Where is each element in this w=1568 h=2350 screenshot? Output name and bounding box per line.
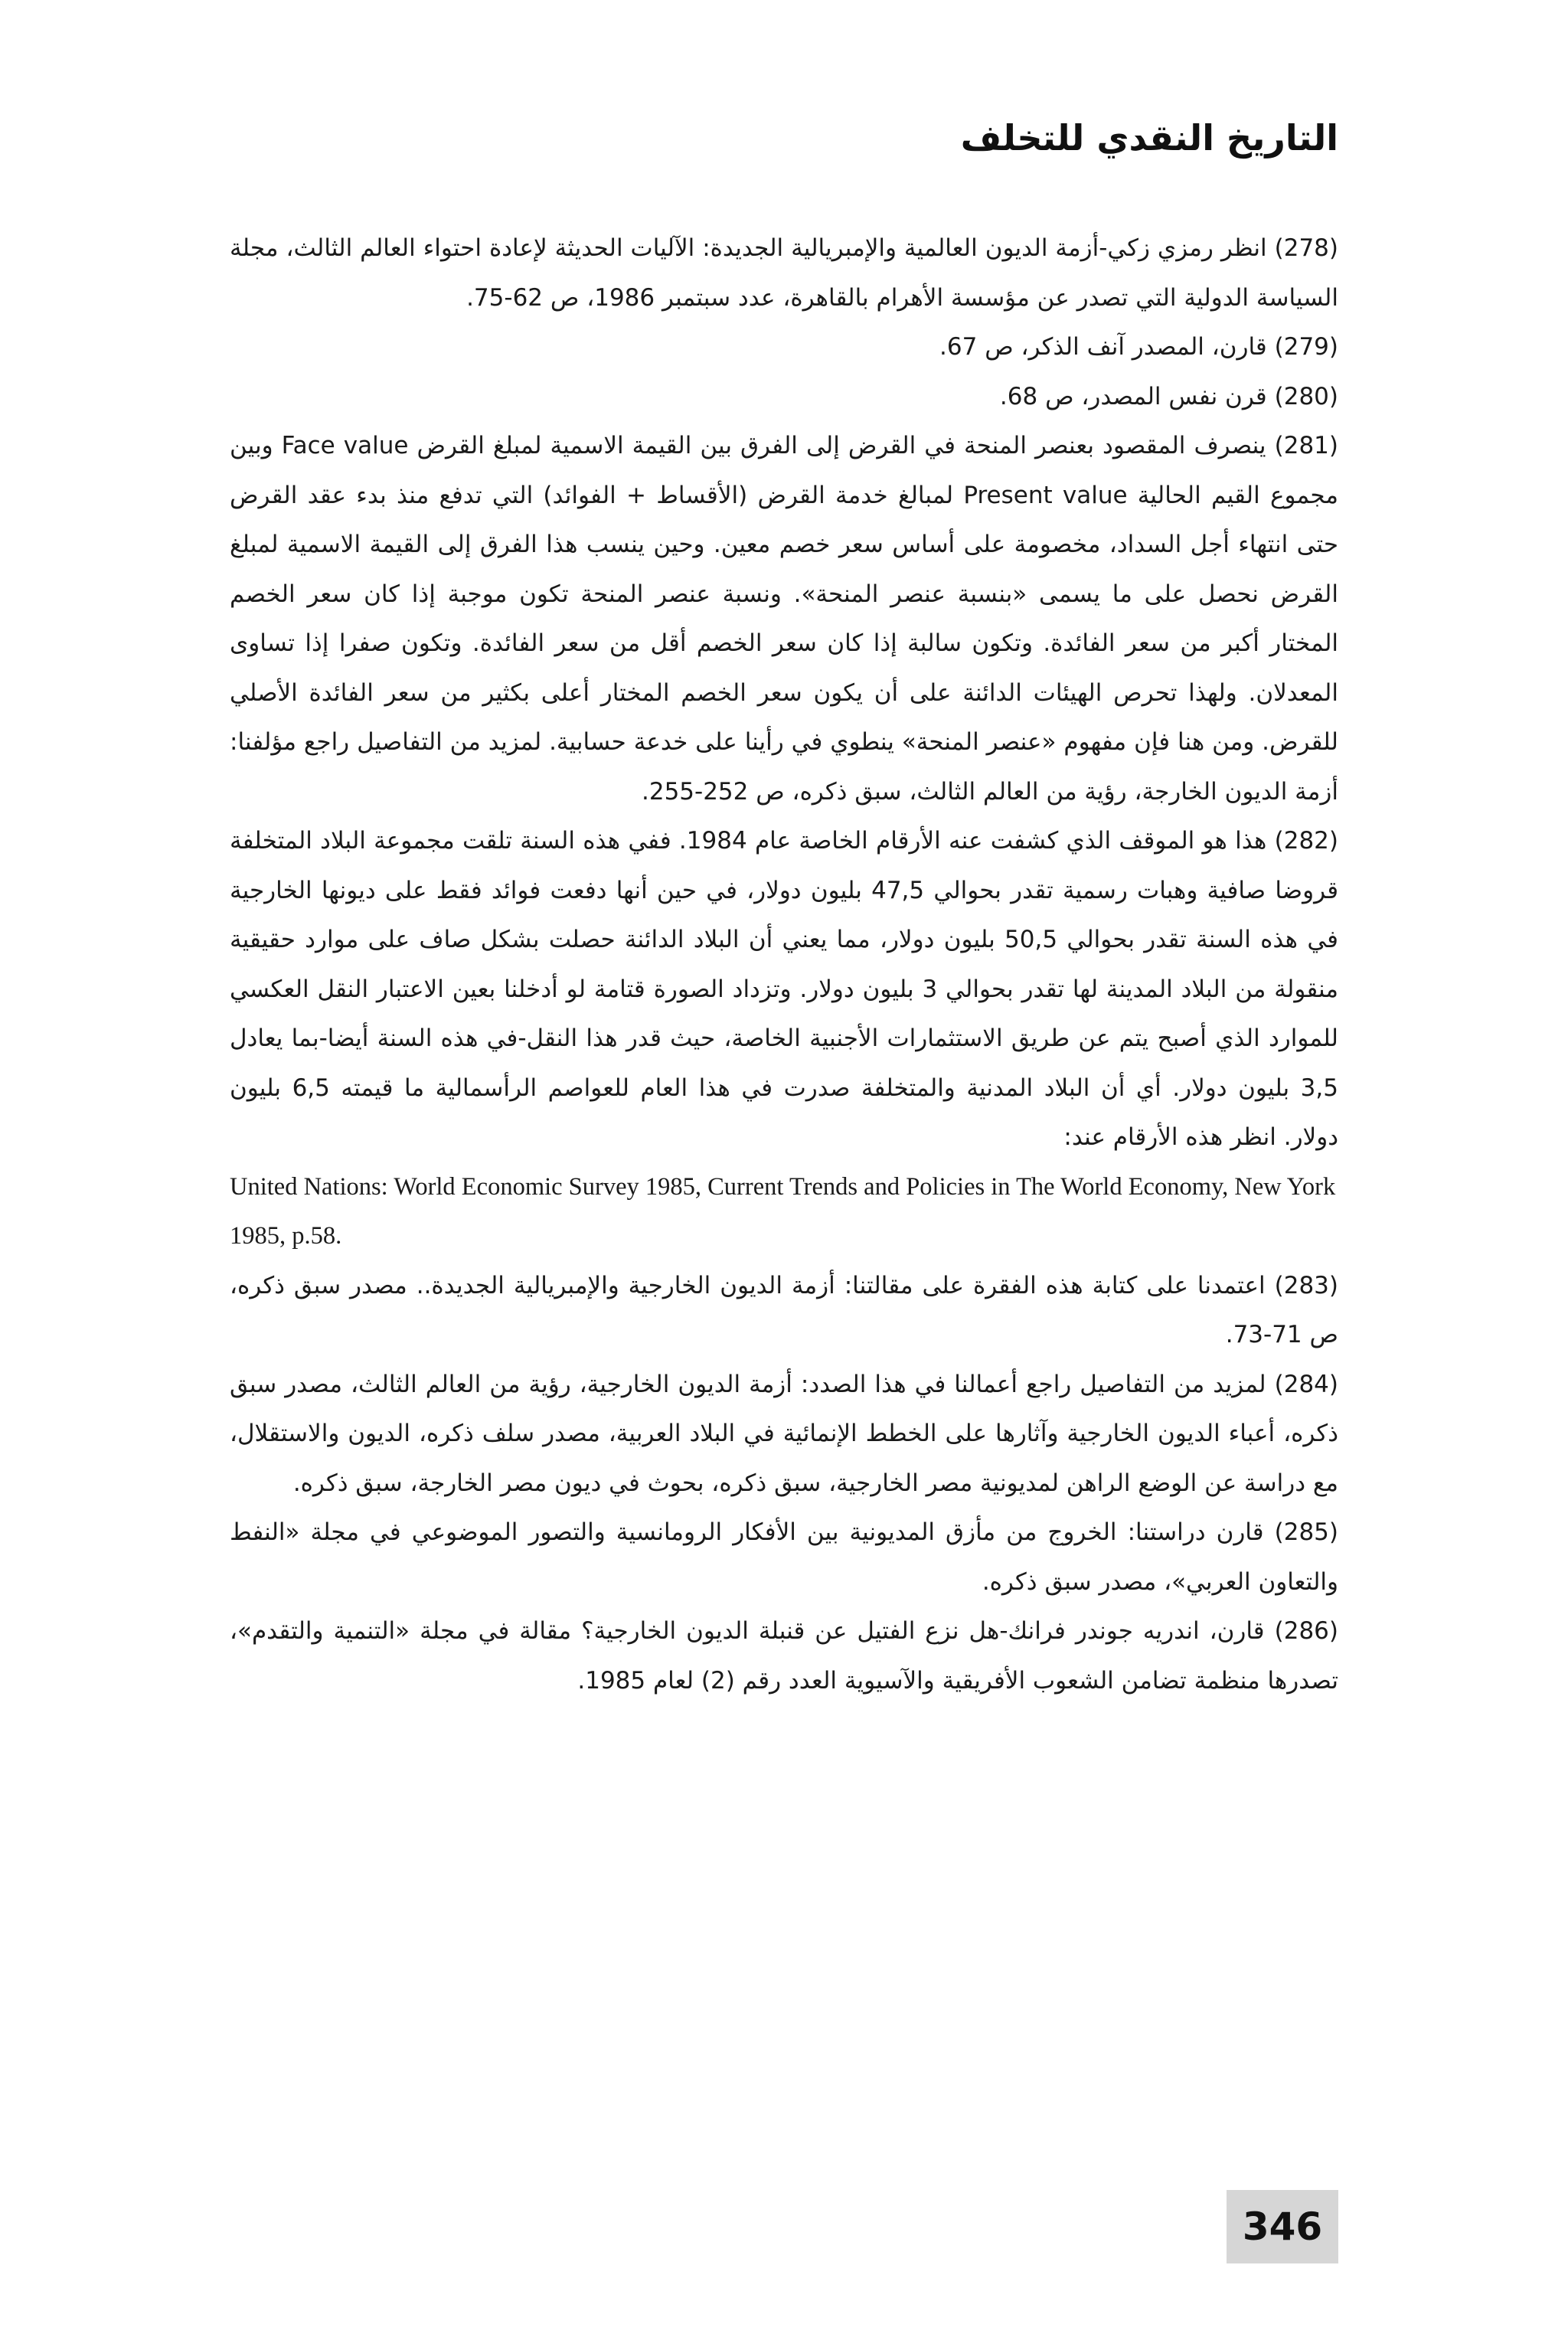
note-number: (283)	[1274, 1271, 1338, 1299]
endnote-280	[230, 372, 1338, 422]
endnote-283	[230, 1261, 1338, 1360]
endnote-286	[230, 1606, 1338, 1705]
running-header: التاريخ النقدي للتخلف	[960, 117, 1338, 159]
note-number: (285)	[1274, 1518, 1339, 1546]
page-number-box	[1227, 2190, 1338, 2263]
note-number: (282)	[1274, 827, 1338, 855]
note-number: (284)	[1274, 1370, 1338, 1398]
note-number: (281)	[1274, 432, 1339, 459]
endnotes-list	[230, 224, 1338, 1705]
endnote-278	[230, 224, 1338, 322]
note-text: قارن، المصدر آنف الذكر، ص 67.	[939, 333, 1267, 361]
note-text: انظر رمزي زكي-أزمة الديون العالمية والإمبريالية الجديدة: الآليات الحديثة لإعادة احتواء العالم الثالث، مجلة السياسة الدولية التي تصدر عن مؤسسة الأهرام بالقاهرة، عدد سبتمبر 1986، ص 62-75.	[230, 234, 1338, 312]
note-text: قارن، اندريه جوندر فرانك-هل نزع الفتيل عن قنبلة الديون الخارجية؟ مقالة في مجلة «التنمية والتقدم»، تصدرها منظمة تضامن الشعوب الأفريقية والآسيوية العدد رقم (2) لعام 1985.	[230, 1617, 1338, 1695]
endnote-284	[230, 1360, 1338, 1508]
endnote-282	[230, 816, 1338, 1162]
endnote-282-reference: United Nations: World Economic Survey 1985, Current Trends and Policies in The World Economy, New York 1985, p.58.	[230, 1172, 1336, 1250]
note-number: (280)	[1274, 382, 1338, 410]
note-text: قرن نفس المصدر، ص 68.	[999, 382, 1267, 410]
note-text: لمزيد من التفاصيل راجع أعمالنا في هذا الصدد: أزمة الديون الخارجية، رؤية من العالم الثالث، مصدر سبق ذكره، أعباء الديون الخارجية وآثارها على الخطط الإنمائية في البلاد العربية، مصدر سلف ذكره، الديون والاستقلال، مع دراسة عن الوضع الراهن لمديونية مصر الخارجية، سبق ذكره، بحوث في ديون مصر الخارجة، سبق ذكره.	[230, 1370, 1338, 1497]
note-number: (279)	[1274, 333, 1338, 361]
endnote-279	[230, 322, 1338, 372]
page-number: 346	[1242, 2205, 1323, 2249]
endnote-285	[230, 1508, 1338, 1606]
note-number: (278)	[1274, 234, 1339, 262]
note-text: هذا هو الموقف الذي كشفت عنه الأرقام الخاصة عام 1984. ففي هذه السنة تلقت مجموعة البلاد المتخلفة قروضا صافية وهبات رسمية تقدر بحوالي 47,5 بليون دولار، في حين أنها دفعت فوائد فقط على ديونها الخارجية في هذه السنة تقدر بحوالي 50,5 بليون دولار، مما يعني أن البلاد الدائنة حصلت بشكل صاف على موارد حقيقية منقولة من البلاد المدينة لها تقدر بحوالي 3 بليون دولار. وتزداد الصورة قتامة لو أدخلنا بعين الاعتبار النقل العكسي للموارد الذي أصبح يتم عن طريق الاستثمارات الأجنبية الخاصة، حيث قدر هذا النقل-في هذه السنة أيضا-بما يعادل 3,5 بليون دولار. أي أن البلاد المدنية والمتخلفة صدرت في هذا العام للعواصم الرأسمالية ما قيمته 6,5 بليون دولار. انظر هذه الأرقام عند:	[230, 827, 1339, 1151]
note-text: ينصرف المقصود بعنصر المنحة في القرض إلى الفرق بين القيمة الاسمية لمبلغ القرض Face value وبين مجموع القيم الحالية Present value لمبالغ خدمة القرض (الأقساط + الفوائد) التي تدفع منذ بدء عقد القرض حتى انتهاء أجل السداد، مخصومة على أساس سعر خصم معين. وحين ينسب هذا الفرق إلى القيمة الاسمية لمبلغ القرض نحصل على ما يسمى «بنسبة عنصر المنحة». ونسبة عنصر المنحة تكون موجبة إذا كان سعر الخصم المختار أكبر من سعر الفائدة. وتكون سالبة إذا كان سعر الخصم أقل من سعر الفائدة. وتكون صفرا إذا تساوى المعدلان. ولهذا تحرص الهيئات الدائنة على أن يكون سعر الخصم المختار أعلى بكثير من سعر الفائدة الأصلي للقرض. ومن هنا فإن مفهوم «عنصر المنحة» ينطوي في رأينا على خدعة حسابية. لمزيد من التفاصيل راجع مؤلفنا: أزمة الديون الخارجة، رؤية من العالم الثالث، سبق ذكره، ص 252-255.	[230, 432, 1338, 806]
note-number: (286)	[1274, 1617, 1338, 1645]
note-text: قارن دراستنا: الخروج من مأزق المديونية بين الأفكار الرومانسية والتصور الموضوعي في مجلة «النفط والتعاون العربي»، مصدر سبق ذكره.	[230, 1518, 1338, 1596]
endnote-281	[230, 421, 1338, 816]
note-text: اعتمدنا على كتابة هذه الفقرة على مقالتنا: أزمة الديون الخارجية والإمبريالية الجديدة.. مصدر سبق ذكره، ص 71-73.	[230, 1271, 1338, 1348]
